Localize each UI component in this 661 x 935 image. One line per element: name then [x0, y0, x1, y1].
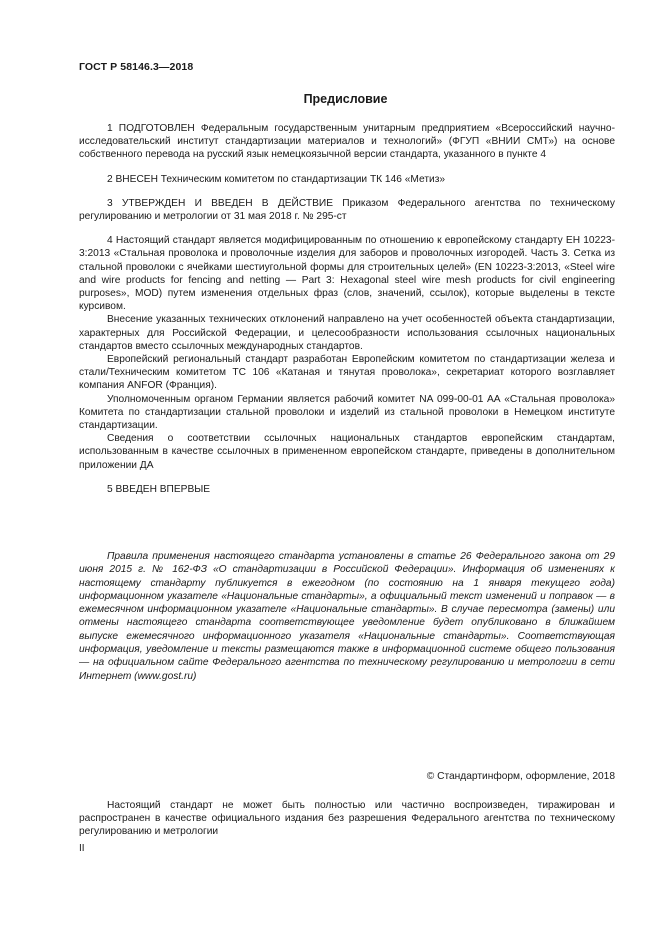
reproduction-notice — [79, 799, 615, 839]
page-title: Предисловие — [303, 92, 388, 106]
preface-body — [79, 122, 615, 496]
application-rules-notice — [79, 550, 615, 683]
paragraph-4: 4 Настоящий стандарт является модифицированным по отношению к европейскому стандарту ЕН 10223-3:2013 «Стальная проволока и проволочные изделия для заборов и проволочных изгородей. Часть 3. Сетка из стальной проволоки с ячейками шестиугольной формы для строительных целей» (EN 10223-3:2013, «Steel wire and wire products for fencing and netting — Part 3: Hexagonal steel wire mesh products for civil engineering purposes», MOD) путем изменения отдельных фраз (слов, значений, ссылок), которые выделены в тексте курсивом. — [79, 235, 615, 313]
standard-id-header: ГОСТ Р 58146.3—2018 — [79, 61, 194, 73]
page-number: II — [79, 843, 85, 854]
paragraph-4-deviations: Внесение указанных технических отклонений направлено на учет особенностей объекта стандартизации, характерных для Российской Федерации, и целесообразности использования ссылочных национальных стандартов вместо ссылочных международных стандартов. — [79, 314, 615, 352]
paragraph-3: 3 УТВЕРЖДЕН И ВВЕДЕН В ДЕЙСТВИЕ Приказом Федерального агентства по техническому регулированию и метрологии от 31 мая 2018 г. № 295-ст — [79, 197, 615, 223]
copyright-line: © Стандартинформ, оформление, 2018 — [426, 771, 615, 782]
paragraph-4-germany: Уполномоченным органом Германии является рабочий комитет NA 099-00-01 AA «Стальная проволока» Комитета по стандартизации стальной проволоки и изделий из стальной проволоки в Немецком институте стандартизации. — [79, 393, 615, 432]
paragraph-5: 5 ВВЕДЕН ВПЕРВЫЕ — [107, 483, 211, 495]
paragraph-2: 2 ВНЕСЕН Техническим комитетом по стандартизации ТК 146 «Метиз» — [107, 173, 446, 185]
paragraph-4-european: Европейский региональный стандарт разработан Европейским комитетом по стандартизации железа и стали/Техническим комитетом ТС 106 «Катаная и тянутая проволока», секретариат которого возглавляет компания ANFOR (Франция). — [79, 354, 615, 392]
paragraph-1: 1 ПОДГОТОВЛЕН Федеральным государственным унитарным предприятием «Всероссийский научно-исследовательский институт стандартизации материалов и технологий» (ФГУП «ВНИИ СМТ») на основе собственного перевода на русский язык немецкоязычной версии стандарта, указанного в пункте 4 — [79, 123, 615, 161]
footer-text: Настоящий стандарт не может быть полностью или частично воспроизведен, тиражирован и распространен в качестве официального издания без разрешения Федерального агентства по техническому регулированию и метрологии — [79, 800, 615, 838]
paragraph-4-references: Сведения о соответствии ссылочных национальных стандартов европейским стандартам, использованным в качестве ссылочных в примененном европейском стандарте, приведены в дополнительном приложении ДА — [79, 433, 615, 471]
notice-text: Правила применения настоящего стандарта установлены в статье 26 Федерального закона от 29 июня 2015 г. № 162-ФЗ «О стандартизации в Российской Федерации». Информация об изменениях к настоящему стандарту публикуется в ежегодном (по состоянию на 1 января текущего года) информационном указателе «Национальные стандарты», а официальный текст изменений и поправок — в ежемесячном информационном указателе «Национальные стандарты». В случае пересмотра (замены) или отмены настоящего стандарта соответствующее уведомление будет опубликовано в ближайшем выпуске ежемесячного информационного указателя «Национальные стандарты». Соответствующая информация, уведомление и тексты размещаются также в информационной системе общего пользования — на официальном сайте Федерального агентства по техническому регулированию и метрологии в сети Интернет (www.gost.ru) — [79, 551, 615, 682]
